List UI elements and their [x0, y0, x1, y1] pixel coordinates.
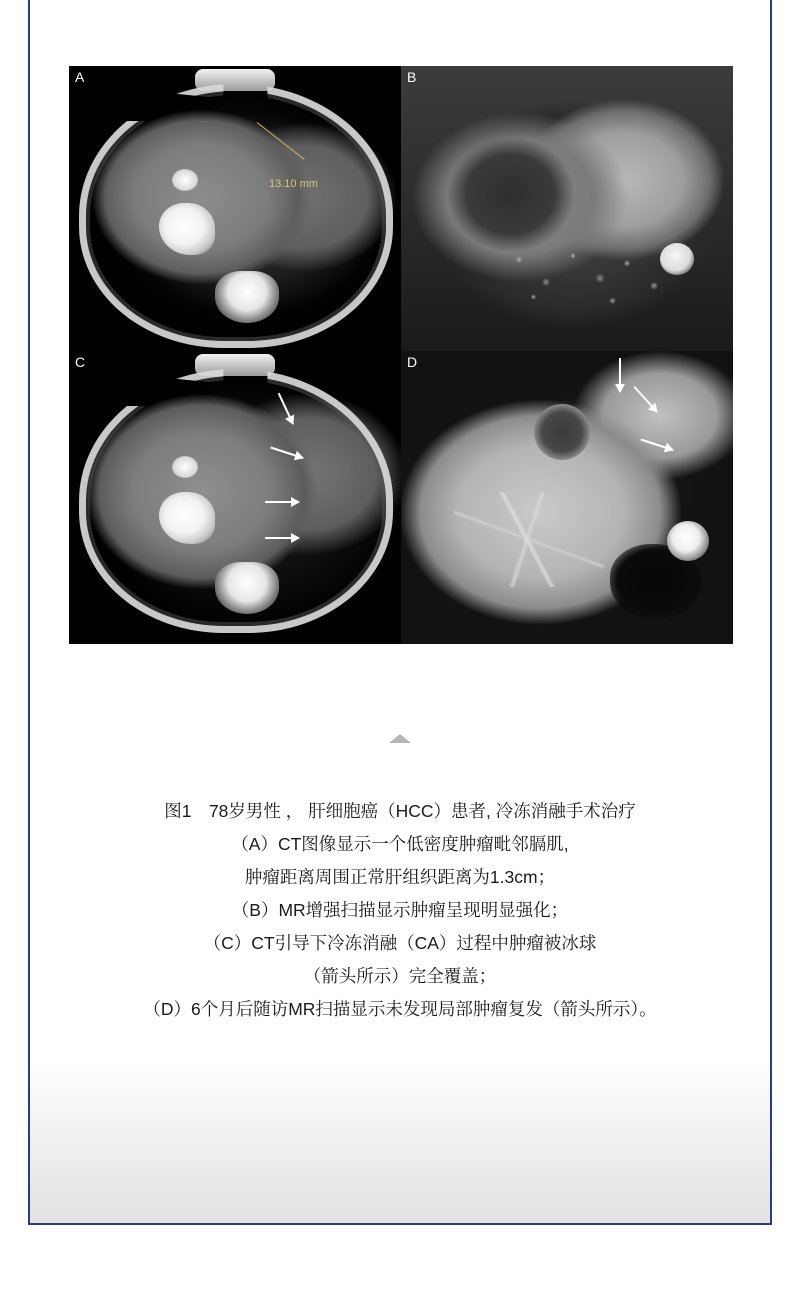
measurement-label: 13.10 mm — [269, 178, 318, 190]
bright-node-structure — [660, 243, 694, 275]
pointer-arrow-icon — [265, 501, 299, 503]
caption-line: （B）MR增强扫描显示肿瘤呈现明显强化； — [231, 900, 569, 920]
ablation-zone — [534, 404, 590, 460]
caret-up-icon[interactable] — [389, 734, 411, 743]
caption-line: （A）CT图像显示一个低密度肿瘤毗邻膈肌, — [231, 834, 569, 854]
page-frame-bottom-rule — [28, 1223, 772, 1225]
lesion-satellite-focus — [172, 169, 198, 191]
figure-panel-c — [69, 351, 401, 644]
pointer-arrow-icon — [265, 537, 299, 539]
panel-label-d: D — [407, 354, 418, 370]
caption-line: 肿瘤距离周围正常肝组织距离为1.3cm； — [244, 867, 556, 887]
caption-line: （C）CT引导下冷冻消融（CA）过程中肿瘤被冰球 — [203, 933, 597, 953]
page-bottom-shading — [30, 1060, 770, 1223]
caption-line: 图1 78岁男性 ， 肝细胞癌（HCC）患者, 冷冻消融手术治疗 — [164, 801, 636, 821]
pointer-arrow-icon — [634, 386, 658, 413]
caption-line: （箭头所示）完全覆盖； — [303, 966, 497, 986]
vertebral-body — [215, 562, 279, 614]
figure-panel-b — [401, 66, 733, 351]
panel-label-b: B — [407, 69, 417, 85]
figure-panel-d — [401, 351, 733, 644]
figure-panel-a — [69, 66, 401, 351]
mr-contrast-image-b — [401, 66, 733, 351]
ct-cryoablation-image-c — [69, 351, 401, 644]
pointer-arrow-icon — [619, 358, 621, 392]
bright-node-structure — [667, 521, 709, 561]
mr-followup-image-d — [401, 351, 733, 644]
collapse-control[interactable] — [0, 730, 800, 748]
figure-image-grid — [69, 66, 733, 644]
panel-label-c: C — [75, 354, 86, 370]
figure-caption — [45, 795, 755, 1026]
page-frame-right-rule — [770, 0, 772, 1225]
page-frame-left-rule — [28, 0, 30, 1225]
panel-label-a: A — [75, 69, 85, 85]
bowel-gas-texture — [501, 237, 681, 312]
vertebral-body — [215, 271, 279, 323]
caption-line: （D）6个月后随访MR扫描显示未发现局部肿瘤复发（箭头所示）。 — [143, 999, 657, 1019]
pointer-arrow-icon — [640, 439, 673, 451]
hepatic-vessels — [454, 492, 604, 587]
ct-axial-image-a — [69, 66, 401, 351]
